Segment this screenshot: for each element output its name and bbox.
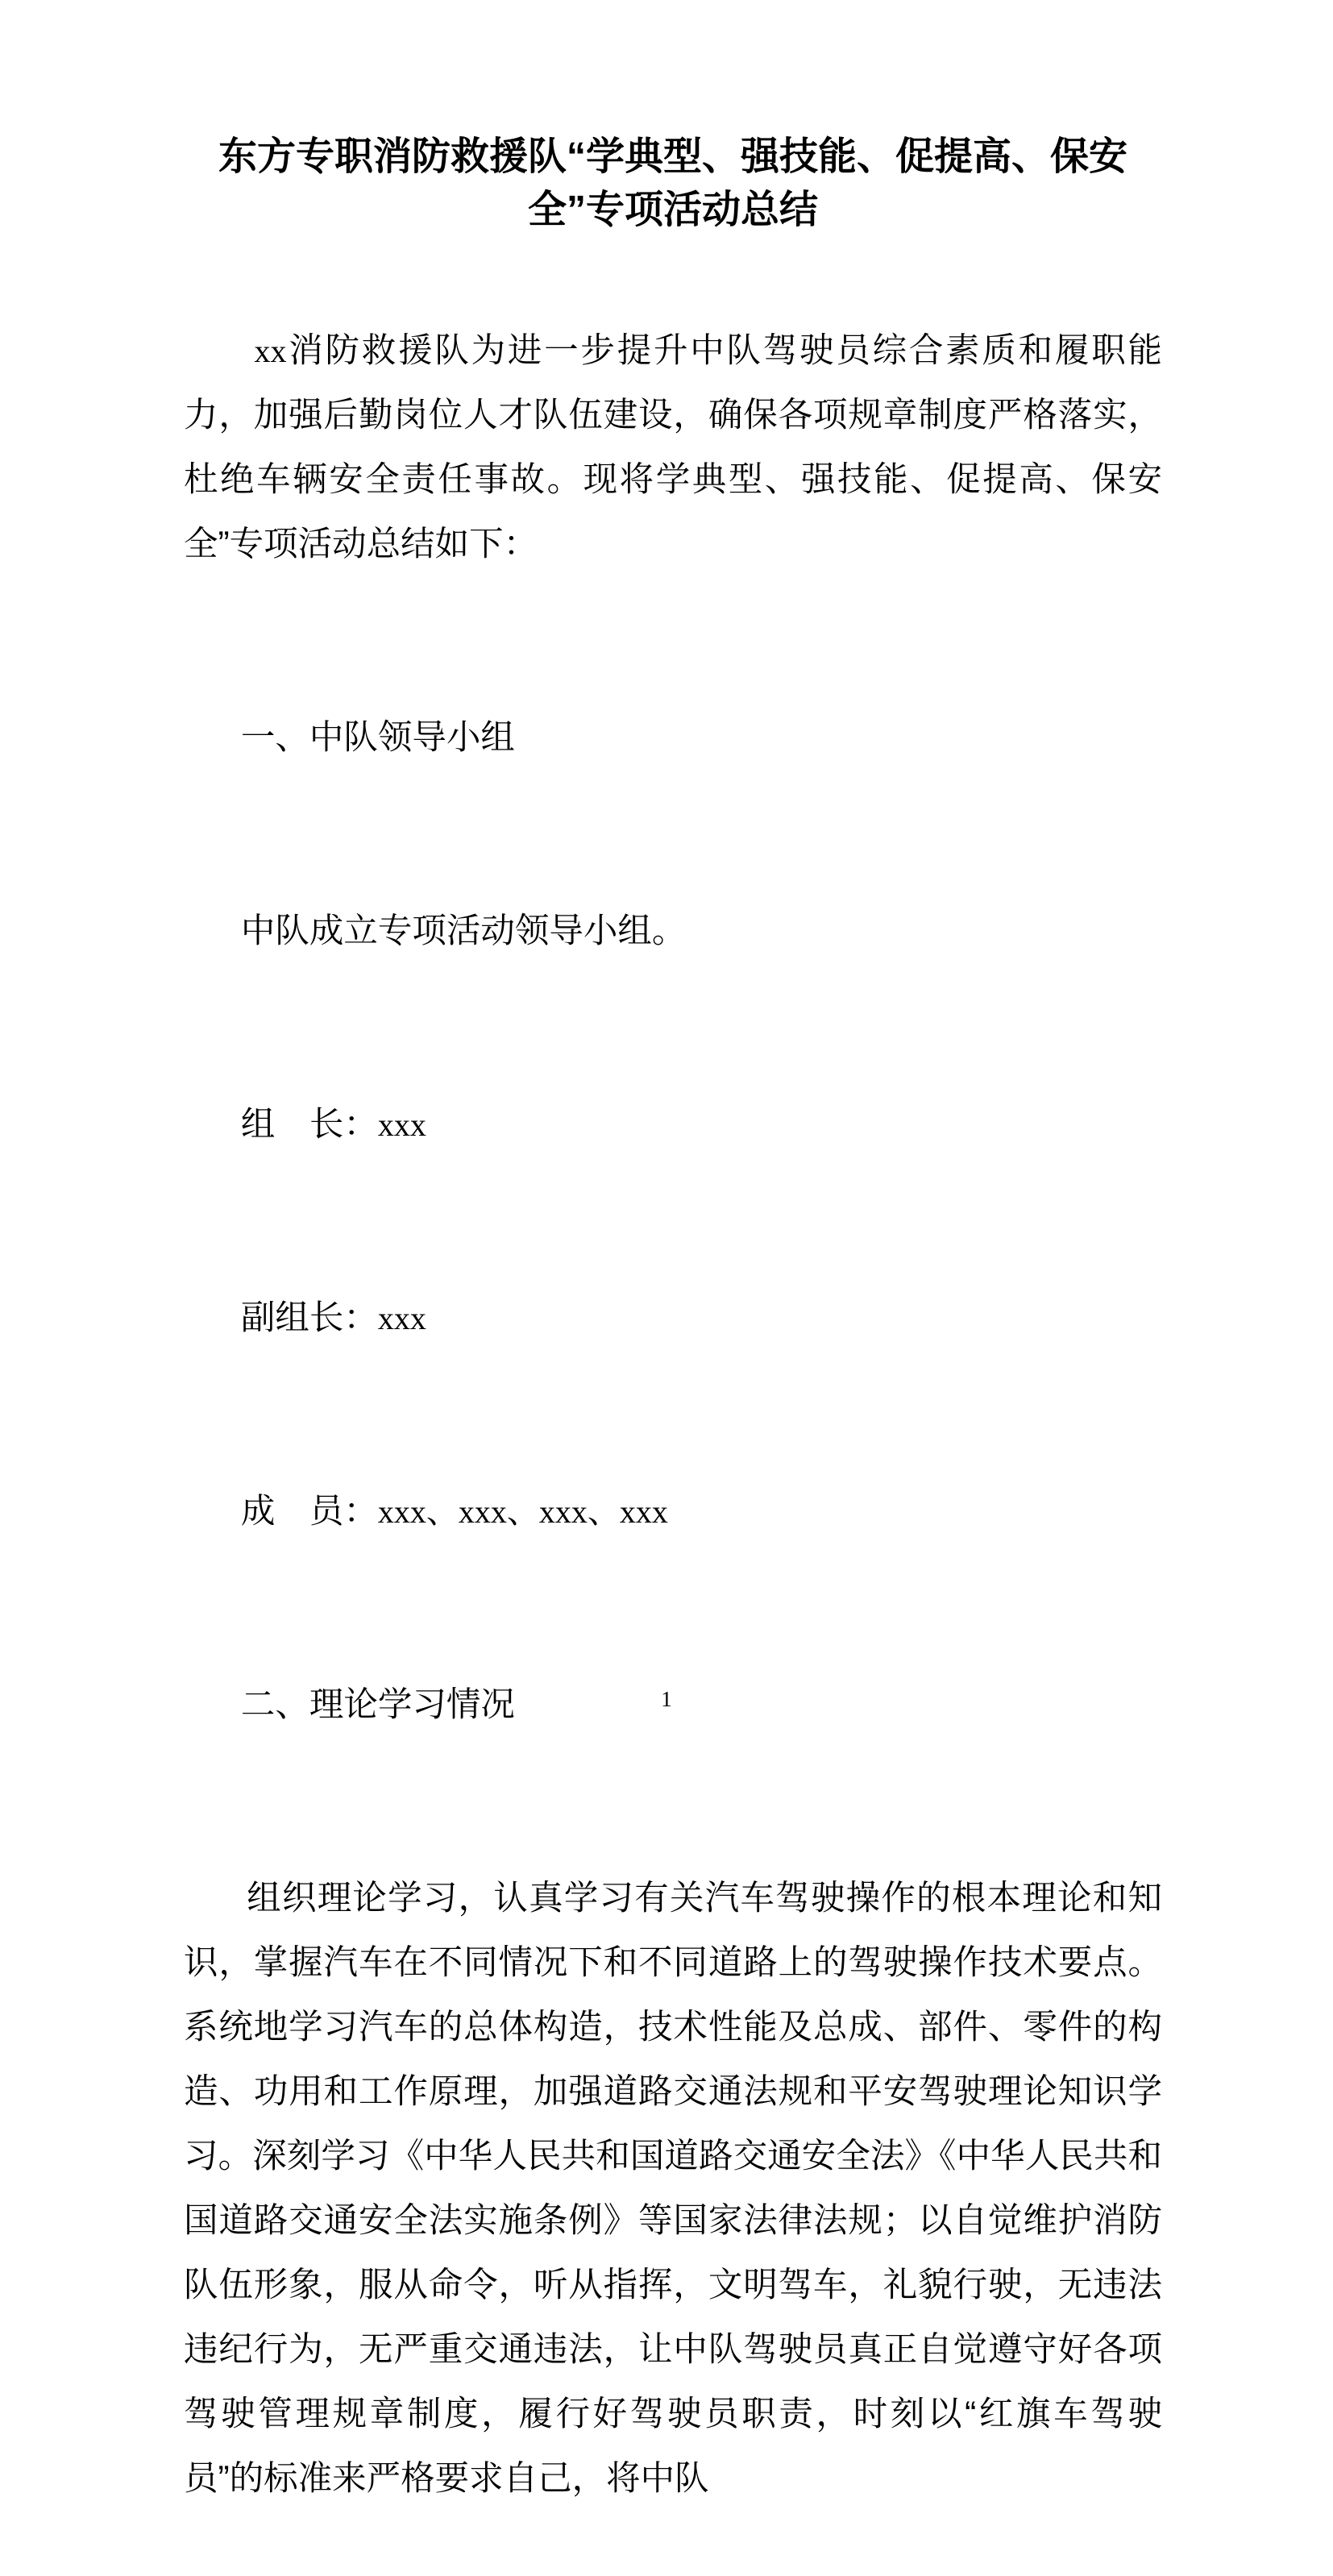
roster-leader-value: xxx <box>377 1107 426 1143</box>
roster-deputy-leader-value: xxx <box>377 1300 426 1336</box>
document-content <box>184 0 1162 2576</box>
roster-members <box>184 1415 1162 1609</box>
roster-members-value: xxx、xxx、xxx、xxx <box>377 1494 668 1530</box>
heading-two-text: 二、理论学习情况 <box>240 1686 515 1724</box>
roster-deputy-leader <box>184 1222 1162 1415</box>
theory-study-text: 组织理论学习，认真学习有关汽车驾驶操作的根本理论和知识，掌握汽车在不同情况下和不同道路上的驾驶操作技术要点。系统地学习汽车的总体构造，技术性能及总成、部件、零件的构造、功用和工作原理，加强道路交通法规和平安驾驶理论知识学习。深刻学习《中华人民共和国道路交通安全法》《中华人民共和国道路交通安全法实施条例》等国家法律法规；以自觉维护消防队伍形象，服从命令，听从指挥，文明驾车，礼貌行驶，无违法违纪行为，无严重交通违法，让中队驾驶员真正自觉遵守好各项驾驶管理规章制度，履行好驾驶员职责，时刻以“红旗车驾驶员”的标准来严格要求自己，将中队 <box>184 1880 1162 2498</box>
roster-deputy-leader-label: 副组长： <box>240 1299 378 1337</box>
paragraph-intro <box>184 255 1162 642</box>
intro-latin-prefix: xx <box>254 333 287 369</box>
paragraph-group-intro <box>184 835 1162 1028</box>
heading-section-one <box>184 642 1162 835</box>
roster-leader-label: 组 长： <box>240 1106 378 1144</box>
group-intro-text: 中队成立专项活动领导小组。 <box>240 912 687 950</box>
intro-text: 消防救援队为进一步提升中队驾驶员综合素质和履职能力，加强后勤岗位人才队伍建设，确保各项规章制度严格落实，杜绝车辆安全责任事故。现将学典型、强技能、促提高、保安全”专项活动总结如下： <box>184 332 1162 563</box>
roster-members-label: 成 员： <box>240 1493 378 1531</box>
paragraph-theory-study <box>184 1802 1162 2576</box>
heading-one-text: 一、中队领导小组 <box>240 719 515 757</box>
page-title: 东方专职消防救援队“学典型、强技能、促提高、保安全”专项活动总结 <box>218 135 1127 231</box>
page-number: 1 <box>661 1687 672 1711</box>
roster-leader <box>184 1028 1162 1222</box>
